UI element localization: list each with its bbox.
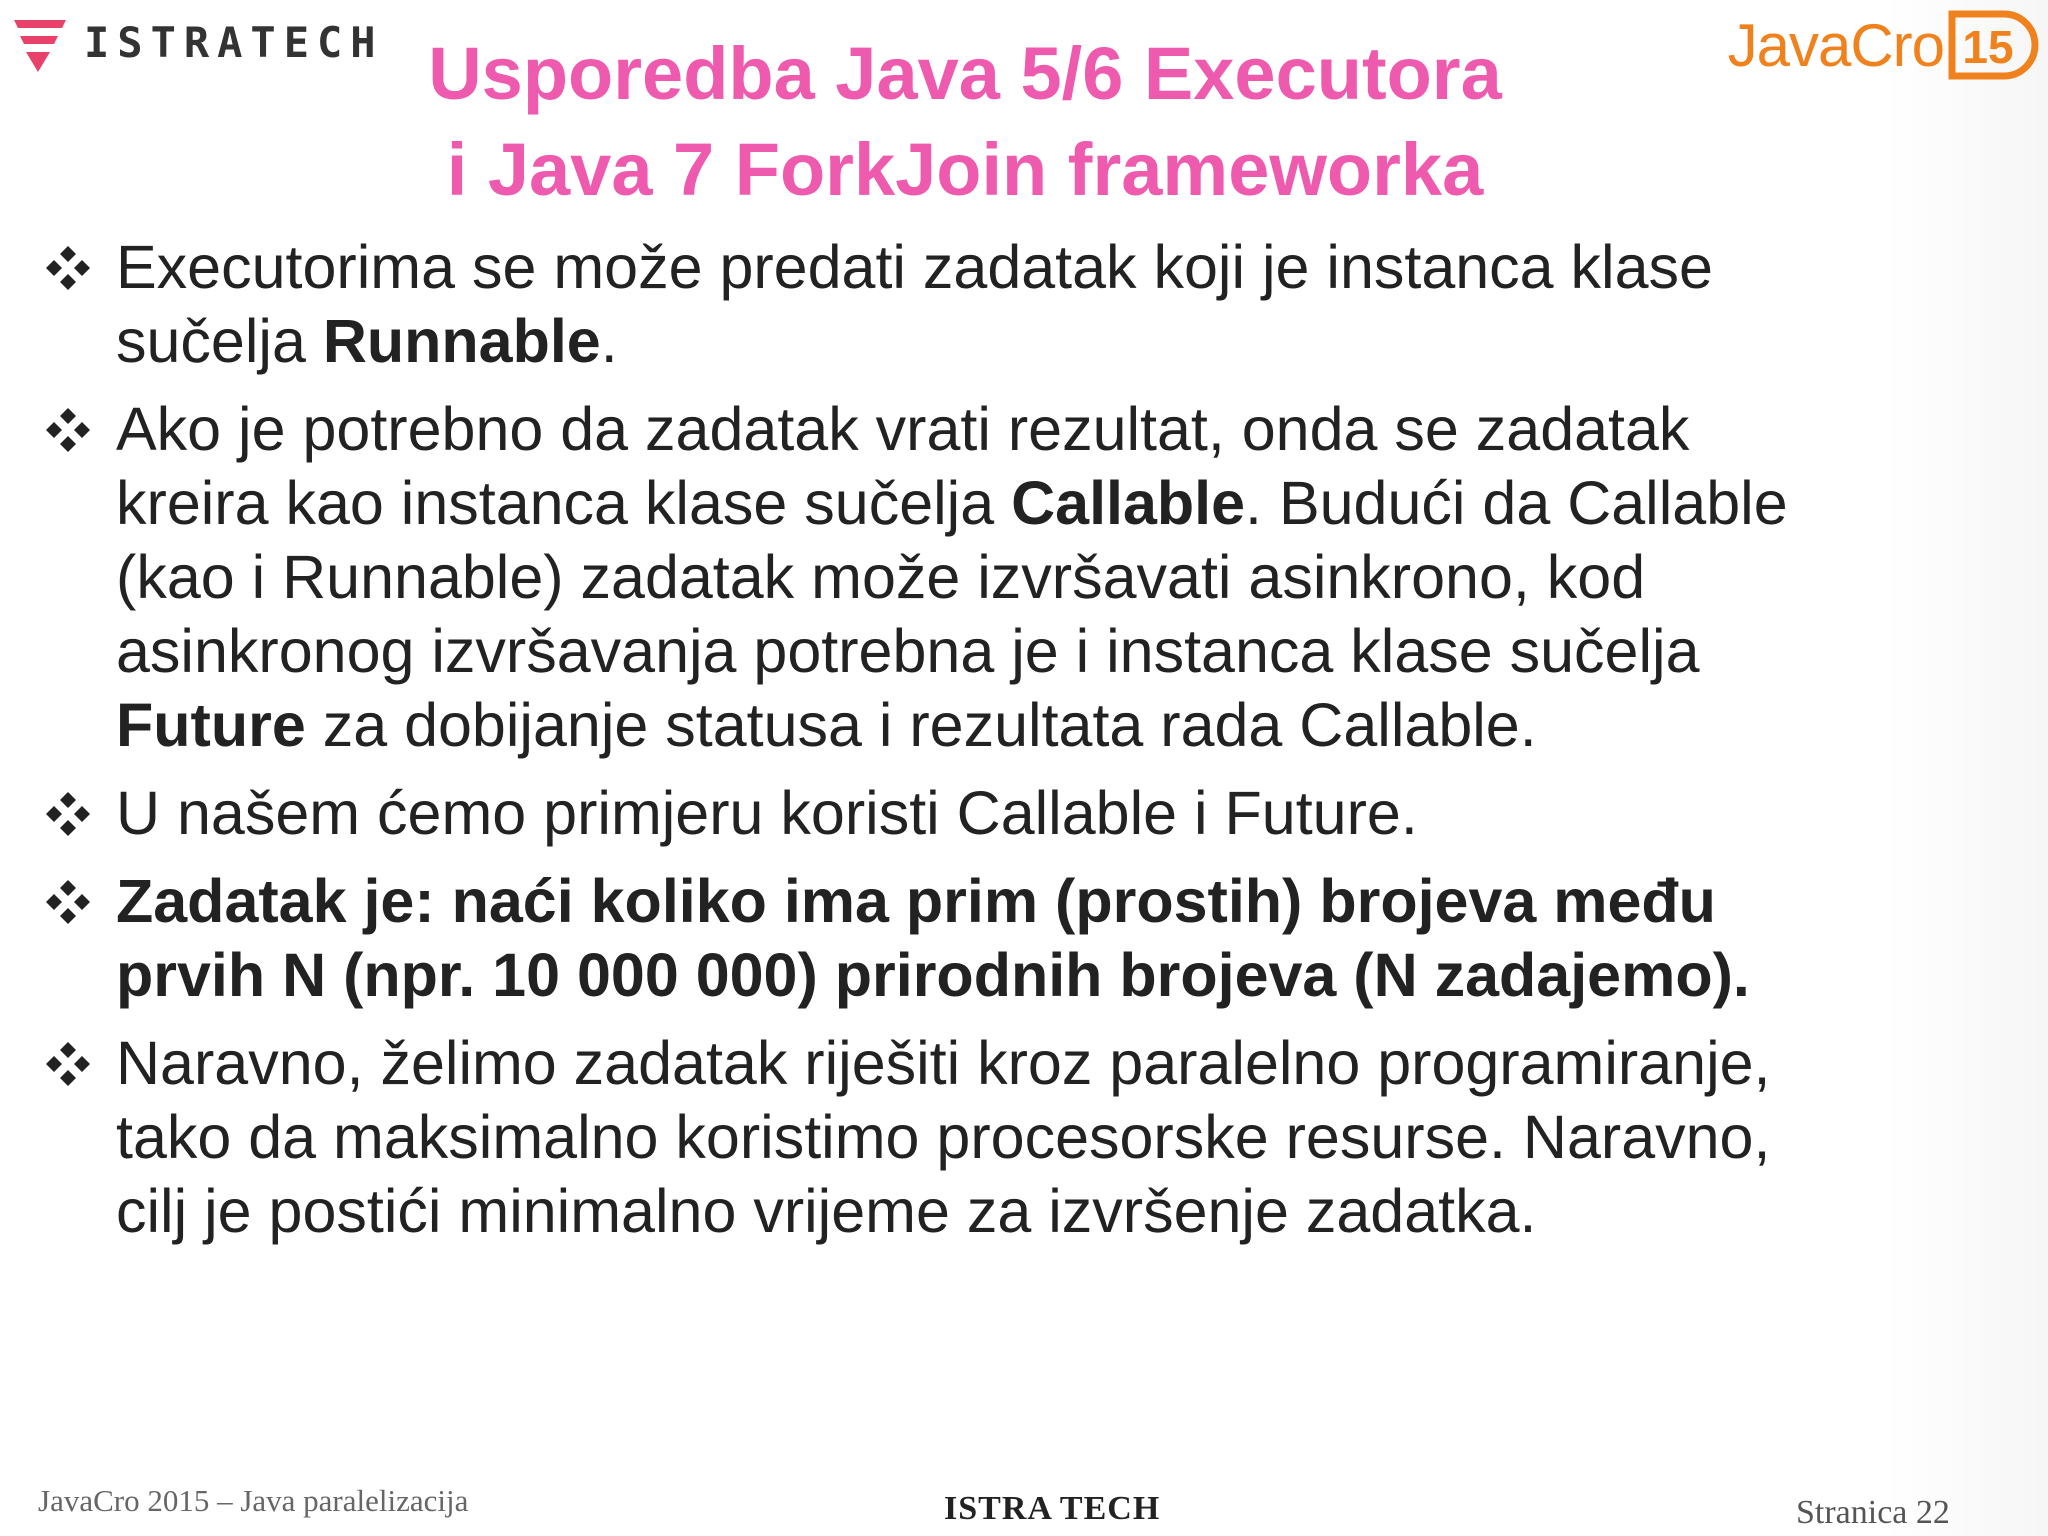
bullet-text-line: prvih N (npr. 10 000 000) prirodnih brojeva (N zadajemo).	[116, 941, 1750, 1009]
bullet-text-line	[116, 466, 2020, 540]
bullet-text-line: U našem ćemo primjeru koristi Callable i Future.	[116, 779, 1418, 847]
four-diamond-bullet-icon	[44, 406, 92, 454]
bullet-text-line: Naravno, želimo zadatak riješiti kroz paralelno programiranje,	[116, 1029, 1771, 1097]
bullet-keyword-callable: Callable	[1011, 469, 1246, 537]
footer-event-label: JavaCro 2015 – Java paralelizacija	[38, 1483, 469, 1518]
bullet-item	[40, 230, 2020, 378]
istratech-logo-mark-icon	[14, 16, 66, 74]
bullet-text-line	[116, 688, 2020, 762]
bullet-item	[40, 776, 2020, 850]
bullet-text-line: asinkronog izvršavanja potrebna je i instanca klase sučelja	[116, 617, 1700, 685]
four-diamond-bullet-icon	[44, 1040, 92, 1088]
bullet-text: . Budući da Callable	[1245, 469, 1788, 537]
javacro-logo	[1728, 10, 2040, 80]
bullet-text-line	[116, 304, 2020, 378]
javacro-15-badge-icon	[1948, 10, 2040, 80]
bullet-text: .	[600, 307, 618, 375]
bullet-text-line: Zadatak je: naći koliko ima prim (prostih) brojeva među	[116, 867, 1716, 935]
slide-title-line-1: Usporedba Java 5/6 Executora	[428, 32, 1502, 115]
javacro-badge-text: 15	[1962, 21, 2014, 73]
four-diamond-bullet-icon	[44, 878, 92, 926]
bullet-item	[40, 392, 2020, 762]
bullet-text-line: cilj je postići minimalno vrijeme za izvršenje zadatka.	[116, 1177, 1537, 1245]
bullet-text: kreira kao instanca klase sučelja	[116, 469, 1012, 537]
istratech-logo-text: ISTRATECH	[84, 17, 384, 67]
four-diamond-bullet-icon	[44, 790, 92, 838]
footer-company-label: ISTRA TECH	[944, 1490, 1161, 1527]
bullet-keyword-future: Future	[116, 691, 306, 759]
bullet-text-line: (kao i Runnable) zadatak može izvršavati asinkrono, kod	[116, 543, 1646, 611]
four-diamond-bullet-icon	[44, 244, 92, 292]
bullet-text: sučelja	[116, 307, 323, 375]
bullet-text: za dobijanje statusa i rezultata rada Callable.	[305, 691, 1537, 759]
bullet-list	[40, 230, 2020, 1248]
bullet-text-line: Executorima se može predati zadatak koji je instanca klase	[116, 233, 1713, 301]
bullet-keyword-runnable: Runnable	[322, 307, 601, 375]
javacro-logo-text: JavaCro	[1727, 11, 1944, 79]
slide-title	[300, 26, 1630, 218]
bullet-item	[40, 1026, 2020, 1248]
slide-title-line-2: i Java 7 ForkJoin frameworka	[446, 128, 1484, 211]
bullet-item-task	[40, 864, 2020, 1012]
footer-page-number: Stranica 22	[1796, 1494, 1950, 1531]
bullet-text-line: tako da maksimalno koristimo procesorske resurse. Naravno,	[116, 1103, 1771, 1171]
bullet-text-line: Ako je potrebno da zadatak vrati rezultat, onda se zadatak	[116, 395, 1690, 463]
